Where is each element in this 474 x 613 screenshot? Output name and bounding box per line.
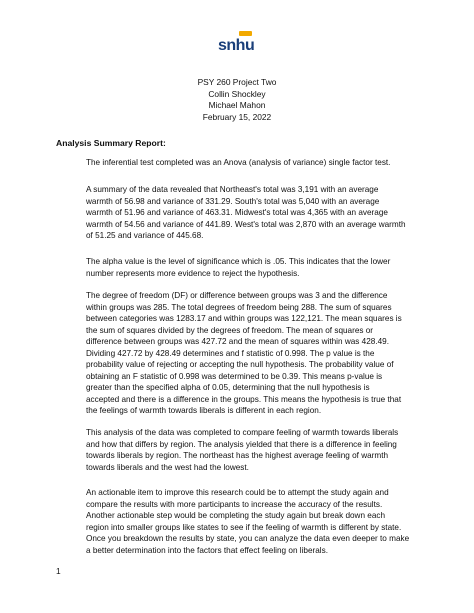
paragraph-line: difference between groups was 427.72 and the mean of squares within was 428.49.	[86, 337, 389, 346]
paragraph-line: Once you breakdown the results by state, you can analyze the data even deeper to make	[86, 534, 410, 543]
section-heading: Analysis Summary Report:	[56, 138, 166, 148]
logo-accent-bar	[239, 31, 252, 36]
snhu-logo	[218, 31, 258, 55]
logo-text: snhu	[218, 37, 255, 54]
paragraph-line: The degree of freedom (DF) or difference between groups was 3 and the difference	[86, 291, 388, 300]
paragraph-line: number represents more evidence to reject the hypothesis.	[86, 268, 300, 278]
paragraph-line: towards liberals and the west had the lowest.	[86, 462, 249, 472]
paragraph-data-summary	[86, 184, 406, 242]
paragraph-line: a better determination into the factors that effect feeling on liberals.	[86, 545, 328, 555]
document-date: February 15, 2022	[202, 111, 272, 122]
title-block	[0, 77, 474, 123]
paragraph-line: between categories was 1283.17 and within groups was 122,121. The mean squares is	[86, 314, 402, 323]
paragraph-line: the sum of squares divided by the degrees of freedom. The mean of squares or	[86, 325, 374, 335]
paragraph-line: The alpha value is the level of significance which is .05. This indicates that the lower	[86, 257, 391, 266]
course-title: PSY 260 Project Two	[197, 77, 277, 87]
paragraph-line: An actionable item to improve this research could be to attempt the study again and	[86, 488, 389, 497]
paragraph-line: The inferential test completed was an Anova (analysis of variance) single factor test.	[86, 158, 391, 167]
paragraph-line: obtaining an F statistic of 0.998 was determined to be 0.39. This means p-value is	[86, 371, 383, 381]
paragraph-line: warmth of 54.56 and variance of 441.89. West's total was 2,870 with an average warmth	[86, 219, 406, 229]
paragraph-anova-results	[86, 290, 402, 417]
paragraph-line: and how that differs by region. The analysis yielded that there is a difference in feeling	[86, 439, 397, 449]
paragraph-line: probability value of rejecting or accepting the null hypothesis. The probability value of	[86, 360, 394, 369]
paragraph-line: A summary of the data revealed that Northeast's total was 3,191 with an average	[86, 185, 379, 194]
paragraph-line: compare the results with more participants to increase the accuracy of the results.	[86, 499, 383, 509]
paragraph-interpretation	[86, 427, 398, 473]
page-number: 1	[56, 566, 61, 576]
paragraph-line: This analysis of the data was completed to compare feeling of warmth towards liberals	[86, 428, 399, 437]
paragraph-line: the feelings of warmth towards liberals is different in each region.	[86, 406, 322, 415]
paragraph-line: Dividing 427.72 by 428.49 determines and f statistic of 0.998. The p value is the	[86, 348, 375, 358]
paragraph-line: warmth of 56.98 and variance of 331.29. South's total was 5,040 with an average	[86, 196, 380, 206]
paragraph-line: of 51.25 and variance of 445.68.	[86, 231, 204, 240]
paragraph-line: within groups was 285. The total degrees of freedom being 288. The sum of squares	[86, 302, 392, 312]
paragraph-line: greater than the specified alpha of 0.05, determining that the null hypothesis is	[86, 383, 370, 392]
paragraph-alpha	[86, 256, 398, 279]
instructor-name: Michael Mahon	[208, 100, 266, 111]
paragraph-test-type	[86, 157, 398, 169]
paragraph-recommendations	[86, 487, 410, 556]
paragraph-line: region into smaller groups like states to see if the feeling of warmth is different by state.	[86, 522, 402, 532]
paragraph-line: warmth of 51.96 and variance of 463.31. Midwest's total was 4,365 with an average	[86, 208, 388, 217]
paragraph-line: accepted and there is a difference in the groups. This means the hypothesis is true that	[86, 394, 402, 404]
paragraph-line: Another actionable step would be completing the study again but break down each	[86, 511, 386, 520]
author-name: Collin Shockley	[208, 88, 266, 99]
paragraph-line: towards liberals by region. The northeast has the highest average feeling of warmth	[86, 451, 389, 460]
